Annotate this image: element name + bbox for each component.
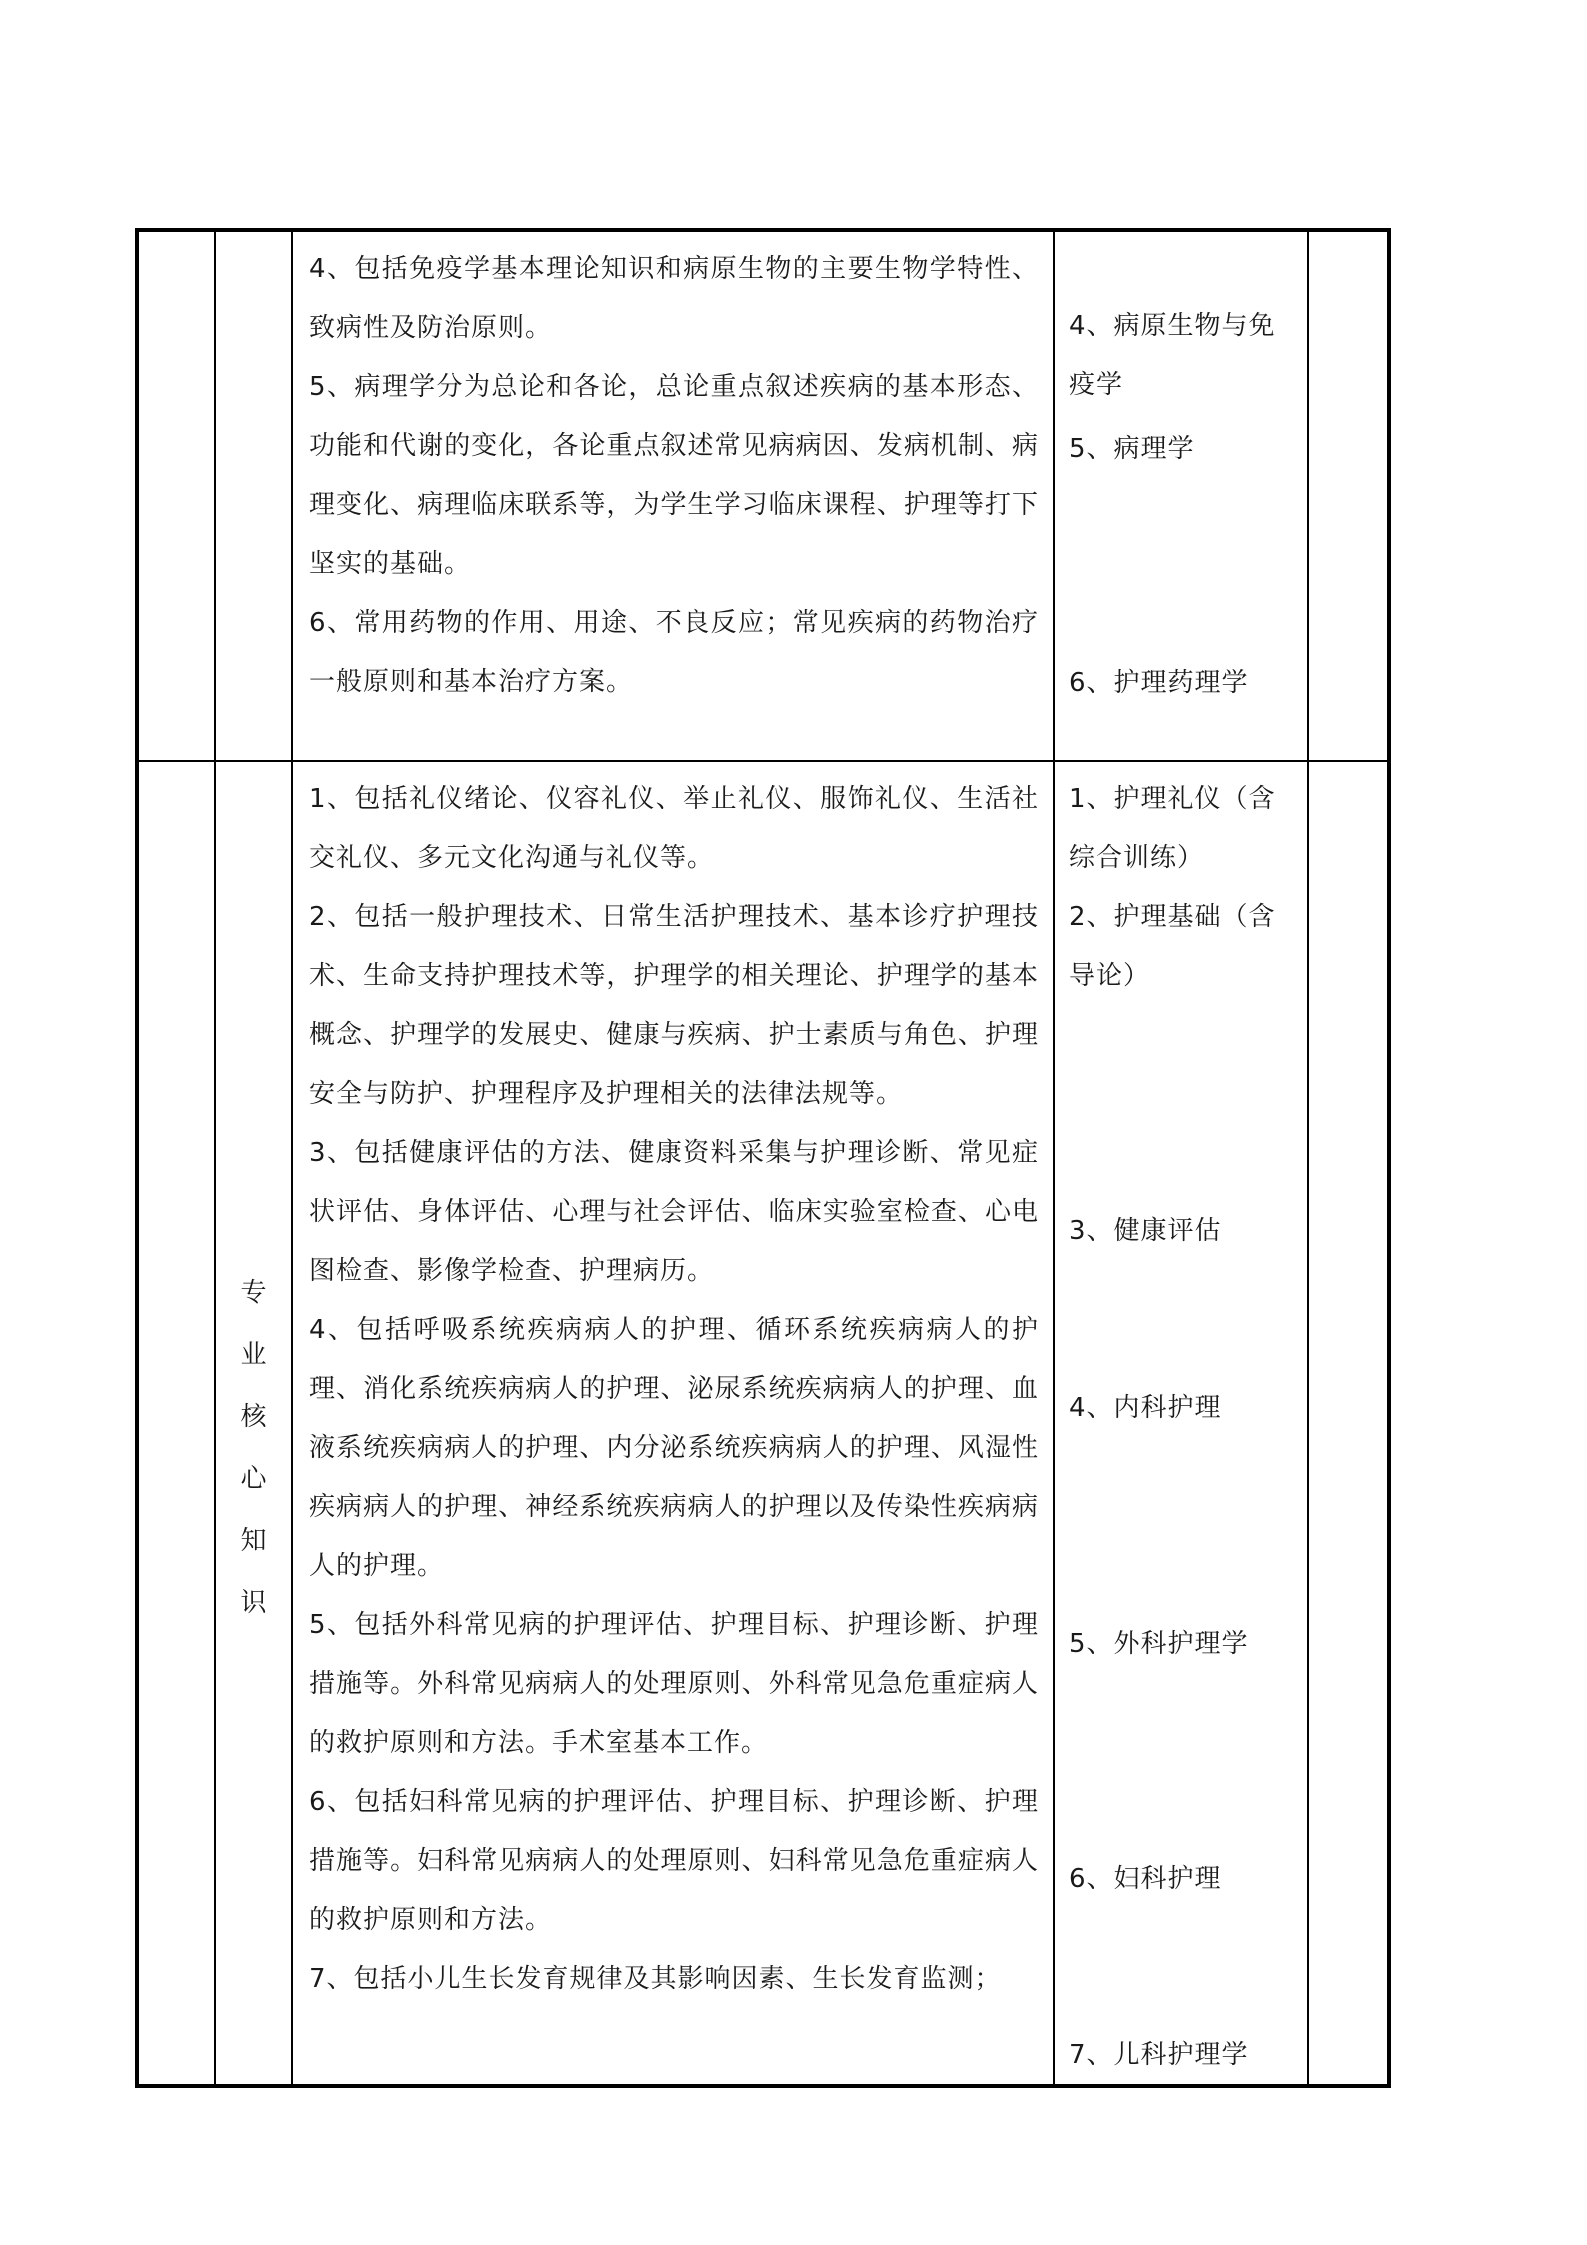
course-name: 5、外科护理学 [1069,1629,1249,1659]
content-item: 5、包括外科常见病的护理评估、护理目标、护理诊断、护理措施等。外科常见病病人的处理原则、外科常见急危重症病人的救护原则和方法。手术室基本工作。 [309,1610,1039,1758]
course-cell [1054,230,1308,761]
module-cell [137,230,215,761]
content-item: 1、包括礼仪绪论、仪容礼仪、举止礼仪、服饰礼仪、生活社交礼仪、多元文化沟通与礼仪等。 [309,784,1039,873]
content-cell [292,230,1054,761]
remarks-cell [1308,230,1389,761]
module-cell [137,761,215,2086]
content-item: 6、常用药物的作用、用途、不良反应；常见疾病的药物治疗一般原则和基本治疗方案。 [309,608,1039,697]
table-row [137,230,1389,761]
content-item: 5、病理学分为总论和各论，总论重点叙述疾病的基本形态、功能和代谢的变化，各论重点叙述常见病病因、发病机制、病理变化、病理临床联系等，为学生学习临床课程、护理等打下坚实的基础。 [309,372,1039,579]
category-cell [215,761,292,2086]
course-name: 5、病理学 [1069,434,1195,464]
content-item: 4、包括呼吸系统疾病病人的护理、循环系统疾病病人的护理、消化系统疾病病人的护理、泌尿系统疾病病人的护理、血液系统疾病病人的护理、内分泌系统疾病病人的护理、风湿性疾病病人的护理、神经系统疾病病人的护理以及传染性疾病病人的护理。 [309,1315,1039,1581]
content-cell [292,761,1054,2086]
content-item: 4、包括免疫学基本理论知识和病原生物的主要生物学特性、致病性及防治原则。 [309,254,1039,343]
content-item: 7、包括小儿生长发育规律及其影响因素、生长发育监测； [309,1964,1002,1994]
content-item: 2、包括一般护理技术、日常生活护理技术、基本诊疗护理技术、生命支持护理技术等，护理学的相关理论、护理学的基本概念、护理学的发展史、健康与疾病、护士素质与角色、护理安全与防护、护理程序及护理相关的法律法规等。 [309,902,1039,1109]
category-cell [215,230,292,761]
course-name: 4、病原生物与免疫学 [1069,311,1276,400]
course-cell [1054,761,1308,2086]
course-name: 4、内科护理 [1069,1393,1222,1423]
content-item: 6、包括妇科常见病的护理评估、护理目标、护理诊断、护理措施等。妇科常见病病人的处理原则、妇科常见急危重症病人的救护原则和方法。 [309,1787,1039,1935]
table-row [137,761,1389,2086]
category-label: 专 业 核 心 知 识 [240,1278,267,1618]
course-name: 7、儿科护理学 [1069,2040,1249,2070]
course-name: 3、健康评估 [1069,1216,1222,1246]
content-item: 3、包括健康评估的方法、健康资料采集与护理诊断、常见症状评估、身体评估、心理与社会评估、临床实验室检查、心电图检查、影像学检查、护理病历。 [309,1138,1039,1286]
course-name: 2、护理基础（含导论） [1069,902,1276,991]
course-name: 6、护理药理学 [1069,668,1249,698]
course-name: 6、妇科护理 [1069,1864,1222,1894]
remarks-cell [1308,761,1389,2086]
course-name: 1、护理礼仪（含综合训练） [1069,784,1276,873]
curriculum-table [135,228,1391,2088]
